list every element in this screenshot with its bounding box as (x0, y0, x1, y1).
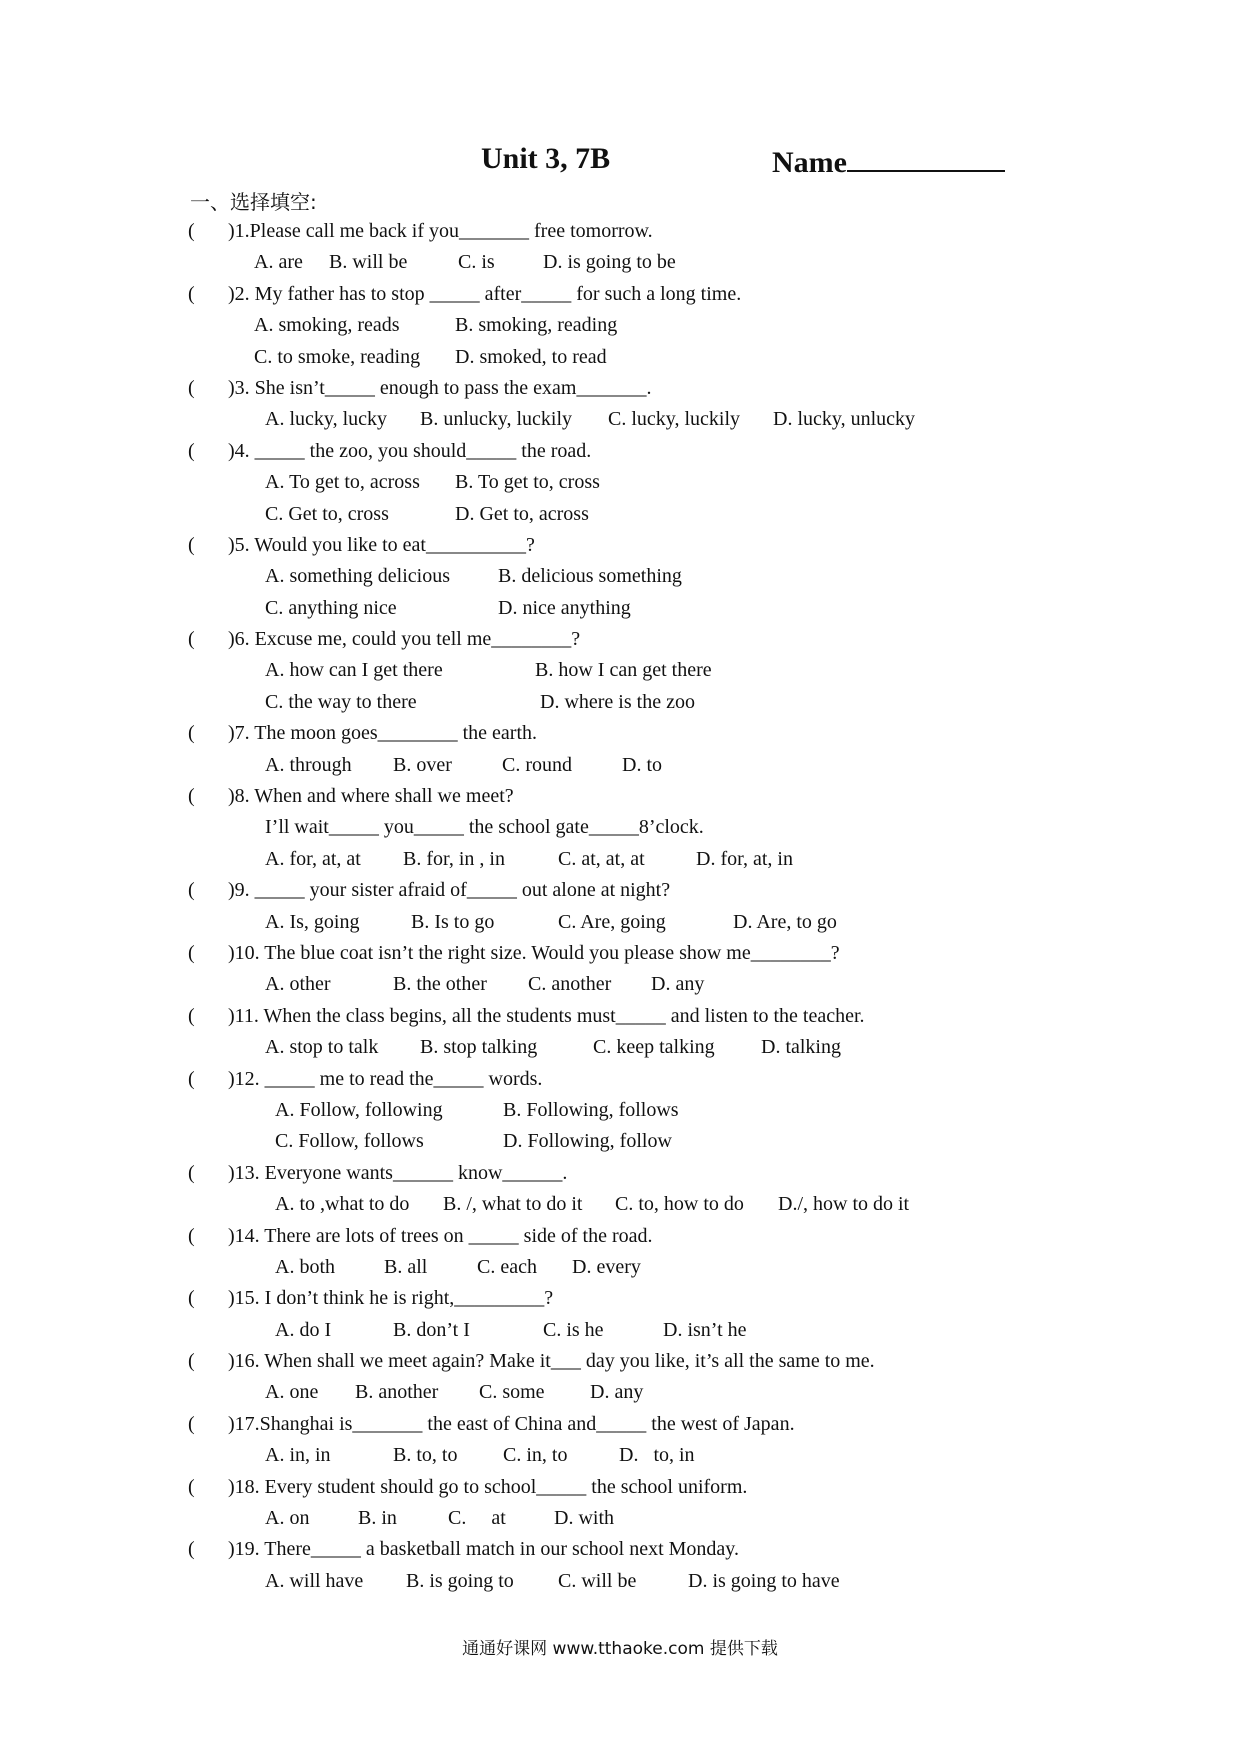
question-7 (188, 718, 1088, 749)
option: B. delicious something (498, 565, 682, 588)
options-row (188, 499, 1088, 530)
option: D. for, at, in (696, 847, 793, 870)
question-12 (188, 1064, 1088, 1095)
option: C. at, at, at (558, 847, 645, 870)
answer-paren[interactable]: ( (188, 785, 195, 808)
options-row (188, 1032, 1088, 1063)
worksheet-title: Unit 3, 7B (481, 142, 611, 175)
option: A. in, in (265, 1444, 331, 1467)
option: B. smoking, reading (455, 314, 618, 337)
question-stem: )11. When the class begins, all the students must_____ and listen to the teacher. (228, 1004, 865, 1027)
option: B. don’t I (393, 1318, 470, 1341)
question-stem: )6. Excuse me, could you tell me________? (228, 628, 581, 651)
answer-paren[interactable]: ( (188, 1538, 195, 1561)
options-row (188, 1189, 1088, 1220)
answer-paren[interactable]: ( (188, 220, 195, 242)
options-row (188, 247, 1088, 278)
question-stem: )7. The moon goes________ the earth. (228, 722, 538, 745)
option: D. any (590, 1381, 644, 1404)
name-label: Name (772, 146, 847, 179)
option: B. is going to (406, 1569, 514, 1592)
question-stem: )8. When and where shall we meet? (228, 785, 514, 808)
option: C. some (479, 1381, 545, 1404)
question-18 (188, 1472, 1088, 1503)
option: D. to, in (619, 1444, 695, 1467)
options-row (188, 467, 1088, 498)
option: C. Are, going (558, 910, 666, 933)
question-10 (188, 938, 1088, 969)
question-6 (188, 624, 1088, 655)
option: D. talking (761, 1036, 841, 1059)
options-row (188, 687, 1088, 718)
answer-paren[interactable]: ( (188, 941, 195, 964)
option: D. nice anything (498, 596, 631, 619)
options-row (188, 1252, 1088, 1283)
options-row (188, 310, 1088, 341)
question-stem: )4. _____ the zoo, you should_____ the road. (228, 439, 592, 462)
option: B. how I can get there (535, 659, 712, 682)
answer-paren[interactable]: ( (188, 1161, 195, 1184)
question-stem: )12. _____ me to read the_____ words. (228, 1067, 543, 1090)
worksheet-header (0, 142, 1240, 192)
question-stem: )18. Every student should go to school_____ the school uniform. (228, 1475, 748, 1498)
options-row (188, 1377, 1088, 1408)
option: B. To get to, cross (455, 471, 600, 494)
option: A. for, at, at (265, 847, 361, 870)
name-blank-line (847, 142, 1005, 172)
question-stem: )14. There are lots of trees on _____ side of the road. (228, 1224, 653, 1247)
option: A. do I (275, 1318, 332, 1341)
option: B. stop talking (420, 1036, 538, 1059)
answer-paren[interactable]: ( (188, 439, 195, 462)
question-stem: )19. There_____ a basketball match in our school next Monday. (228, 1538, 739, 1561)
options-row (188, 969, 1088, 1000)
option: A. are (254, 251, 303, 274)
option: A. both (275, 1255, 335, 1278)
options-row (188, 404, 1088, 435)
option: D. Are, to go (733, 910, 837, 933)
option: C. keep talking (593, 1036, 715, 1059)
options-row (188, 907, 1088, 938)
options-row (188, 1440, 1088, 1471)
option: A. through (265, 753, 352, 776)
options-row (188, 655, 1088, 686)
option: C. is (458, 251, 495, 274)
answer-paren[interactable]: ( (188, 533, 195, 556)
section-title: 一、选择填空: (190, 190, 317, 214)
options-row (188, 1126, 1088, 1157)
question-stem: )13. Everyone wants______ know______. (228, 1161, 568, 1184)
options-row (188, 561, 1088, 592)
option: C. will be (558, 1569, 637, 1592)
question-5 (188, 530, 1088, 561)
question-8 (188, 781, 1088, 812)
option: A. other (265, 973, 331, 996)
option: B. over (393, 753, 452, 776)
option: D. is going to be (543, 251, 676, 274)
options-row (188, 812, 1088, 843)
option: B. /, what to do it (443, 1193, 583, 1216)
option: A. how can I get there (265, 659, 443, 682)
option: C. round (502, 753, 572, 776)
answer-paren[interactable]: ( (188, 1067, 195, 1090)
question-1 (188, 216, 1088, 247)
answer-paren[interactable]: ( (188, 879, 195, 902)
answer-paren[interactable]: ( (188, 1350, 195, 1373)
question-stem: )5. Would you like to eat__________? (228, 533, 535, 556)
question-14 (188, 1221, 1088, 1252)
option: C. in, to (503, 1444, 568, 1467)
option: C. another (528, 973, 612, 996)
option: A. will have (265, 1569, 364, 1592)
option: I’ll wait_____ you_____ the school gate_____8’clock. (265, 816, 704, 839)
question-stem: )3. She isn’t_____ enough to pass the exam_______. (228, 376, 652, 399)
option: D. every (572, 1255, 641, 1278)
question-stem: )16. When shall we meet again? Make it___ day you like, it’s all the same to me. (228, 1350, 875, 1373)
option: A. something delicious (265, 565, 450, 588)
question-stem: )10. The blue coat isn’t the right size. Would you please show me________? (228, 941, 840, 964)
option: D./, how to do it (778, 1193, 910, 1216)
option: A. stop to talk (265, 1036, 379, 1059)
option: B. unlucky, luckily (420, 408, 573, 431)
answer-paren[interactable]: ( (188, 376, 195, 399)
answer-paren[interactable]: ( (188, 1475, 195, 1498)
option: A. on (265, 1507, 310, 1530)
question-19 (188, 1534, 1088, 1565)
options-row (188, 1503, 1088, 1534)
option: B. will be (329, 251, 408, 274)
answer-paren[interactable]: ( (188, 1287, 195, 1310)
question-stem: )2. My father has to stop _____ after_____ for such a long time. (228, 282, 742, 305)
option: D. with (554, 1507, 614, 1530)
option: D. Following, follow (503, 1130, 672, 1153)
options-row (188, 342, 1088, 373)
option: B. another (355, 1381, 439, 1404)
question-16 (188, 1346, 1088, 1377)
option: A. Follow, following (275, 1098, 443, 1121)
question-4 (188, 436, 1088, 467)
question-13 (188, 1158, 1088, 1189)
question-17 (188, 1409, 1088, 1440)
options-row (188, 844, 1088, 875)
question-3 (188, 373, 1088, 404)
option: C. is he (543, 1318, 604, 1341)
option: B. the other (393, 973, 487, 996)
question-15 (188, 1283, 1088, 1314)
option: B. to, to (393, 1444, 458, 1467)
question-stem: )15. I don’t think he is right,_________? (228, 1287, 554, 1310)
option: A. To get to, across (265, 471, 420, 494)
option: D. to (622, 753, 662, 776)
option: A. Is, going (265, 910, 360, 933)
option: D. isn’t he (663, 1318, 747, 1341)
options-row (188, 1095, 1088, 1126)
question-9 (188, 875, 1088, 906)
footer-credit: 通通好课网 www.tthaoke.com 提供下载 (462, 1639, 778, 1659)
option: B. Following, follows (503, 1098, 679, 1121)
option: C. to, how to do (615, 1193, 744, 1216)
option: C. Get to, cross (265, 502, 389, 525)
option: C. lucky, luckily (608, 408, 741, 431)
answer-paren[interactable]: ( (188, 282, 195, 305)
options-row (188, 750, 1088, 781)
option: B. in (358, 1507, 397, 1530)
option: C. Follow, follows (275, 1130, 424, 1153)
question-stem: )9. _____ your sister afraid of_____ out alone at night? (228, 879, 671, 902)
option: D. where is the zoo (540, 690, 695, 713)
answer-paren[interactable]: ( (188, 722, 195, 745)
answer-paren[interactable]: ( (188, 1224, 195, 1247)
question-11 (188, 1001, 1088, 1032)
option: C. at (448, 1507, 506, 1530)
question-stem: )1.Please call me back if you_______ free tomorrow. (228, 220, 653, 242)
options-row (188, 593, 1088, 624)
option: D. any (651, 973, 705, 996)
option: A. to ,what to do (275, 1193, 410, 1216)
option: D. smoked, to read (455, 345, 607, 368)
option: A. lucky, lucky (265, 408, 388, 431)
question-list (188, 216, 1088, 1597)
question-2 (188, 279, 1088, 310)
option: C. to smoke, reading (254, 345, 421, 368)
option: C. anything nice (265, 596, 397, 619)
question-stem: )17.Shanghai is_______ the east of China and_____ the west of Japan. (228, 1412, 795, 1435)
option: D. lucky, unlucky (773, 408, 916, 431)
options-row (188, 1566, 1088, 1597)
option: C. the way to there (265, 690, 417, 713)
options-row (188, 1315, 1088, 1346)
name-field (772, 142, 1005, 180)
answer-paren[interactable]: ( (188, 1004, 195, 1027)
option: B. all (384, 1255, 428, 1278)
option: A. one (265, 1381, 319, 1404)
option: D. Get to, across (455, 502, 589, 525)
answer-paren[interactable]: ( (188, 628, 195, 651)
option: D. is going to have (688, 1569, 840, 1592)
option: B. for, in , in (403, 847, 505, 870)
option: B. Is to go (411, 910, 495, 933)
answer-paren[interactable]: ( (188, 1412, 195, 1435)
option: A. smoking, reads (254, 314, 400, 337)
option: C. each (477, 1255, 537, 1278)
